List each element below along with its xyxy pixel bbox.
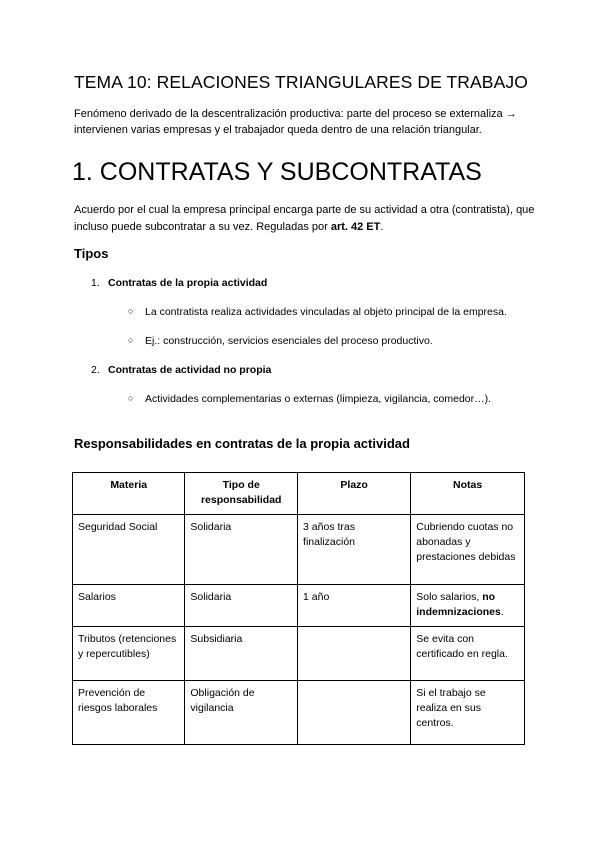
cell-materia: Salarios	[73, 585, 185, 627]
list-item	[91, 364, 271, 376]
table-row	[73, 585, 525, 627]
cell-notas	[411, 585, 525, 627]
section-intro-paragraph	[74, 202, 544, 235]
cell-tipo: Solidaria	[185, 515, 298, 585]
column-header: Tipo de responsabilidad	[185, 473, 298, 515]
list-number: 1.	[91, 277, 100, 289]
column-header: Notas	[411, 473, 525, 515]
list-item-label: Contratas de actividad no propia	[108, 364, 272, 376]
column-header: Plazo	[298, 473, 411, 515]
list-item	[91, 277, 267, 289]
circle-bullet-icon: ○	[128, 306, 134, 316]
section-intro-text: Acuerdo por el cual la empresa principal encarga parte de su actividad a otra (contratista), que incluso puede subcontratar a su vez. Reguladas por	[74, 204, 535, 233]
notas-text: Cubriendo cuotas no abonadas y prestaciones debidas	[416, 521, 516, 563]
cell-materia: Tributos (retenciones y repercutibles)	[73, 627, 185, 681]
notas-end-text: .	[500, 606, 504, 618]
sub-list-text: Actividades complementarias o externas (limpieza, vigilancia, comedor…).	[145, 393, 492, 405]
sub-list-text: La contratista realiza actividades vinculadas al objeto principal de la empresa.	[145, 306, 507, 318]
sub-list-item	[128, 306, 507, 318]
table-row	[73, 515, 525, 585]
cell-materia: Prevención de riesgos laborales	[73, 681, 185, 745]
list-number: 2.	[91, 364, 100, 376]
section-intro-end: .	[380, 220, 384, 233]
list-item-label: Contratas de la propia actividad	[108, 277, 268, 289]
circle-bullet-icon: ○	[128, 393, 134, 403]
document-title: TEMA 10: RELACIONES TRIANGULARES DE TRABAJO	[74, 72, 528, 92]
section-heading: 1. CONTRATAS Y SUBCONTRATAS	[72, 158, 482, 186]
notas-text: Se evita con certificado en regla.	[416, 633, 508, 660]
notas-text: Si el trabajo se realiza en sus centros.	[416, 687, 486, 729]
cell-plazo	[298, 681, 411, 745]
cell-plazo: 1 año	[298, 585, 411, 627]
table-row	[73, 681, 525, 745]
cell-tipo: Obligación de vigilancia	[185, 681, 298, 745]
cell-notas	[411, 681, 525, 745]
circle-bullet-icon: ○	[128, 335, 134, 345]
cell-notas	[411, 515, 525, 585]
cell-notas	[411, 627, 525, 681]
tipos-heading: Tipos	[74, 246, 109, 261]
sub-list-text: Ej.: construcción, servicios esenciales del proceso productivo.	[145, 335, 433, 347]
sub-list-item	[128, 393, 491, 405]
cell-materia: Seguridad Social	[73, 515, 185, 585]
column-header: Materia	[73, 473, 185, 515]
responsabilidades-heading: Responsabilidades en contratas de la propia actividad	[74, 436, 410, 451]
notas-text: Solo salarios,	[416, 591, 483, 603]
intro-paragraph: Fenómeno derivado de la descentralización productiva: parte del proceso se externaliza → intervienen varias empresas y el trabajador queda dentro de una relación triangular.	[74, 108, 517, 136]
cell-tipo: Solidaria	[185, 585, 298, 627]
cell-tipo: Subsidiaria	[185, 627, 298, 681]
notas-bold-text: no indemnizaciones	[416, 591, 501, 618]
cell-plazo	[298, 627, 411, 681]
responsabilidades-table	[72, 472, 525, 745]
table-header-row	[73, 473, 525, 515]
table-row	[73, 627, 525, 681]
section-intro-reference: art. 42 ET	[330, 220, 381, 233]
cell-plazo: 3 años tras finalización	[298, 515, 411, 585]
sub-list-item	[128, 335, 433, 347]
